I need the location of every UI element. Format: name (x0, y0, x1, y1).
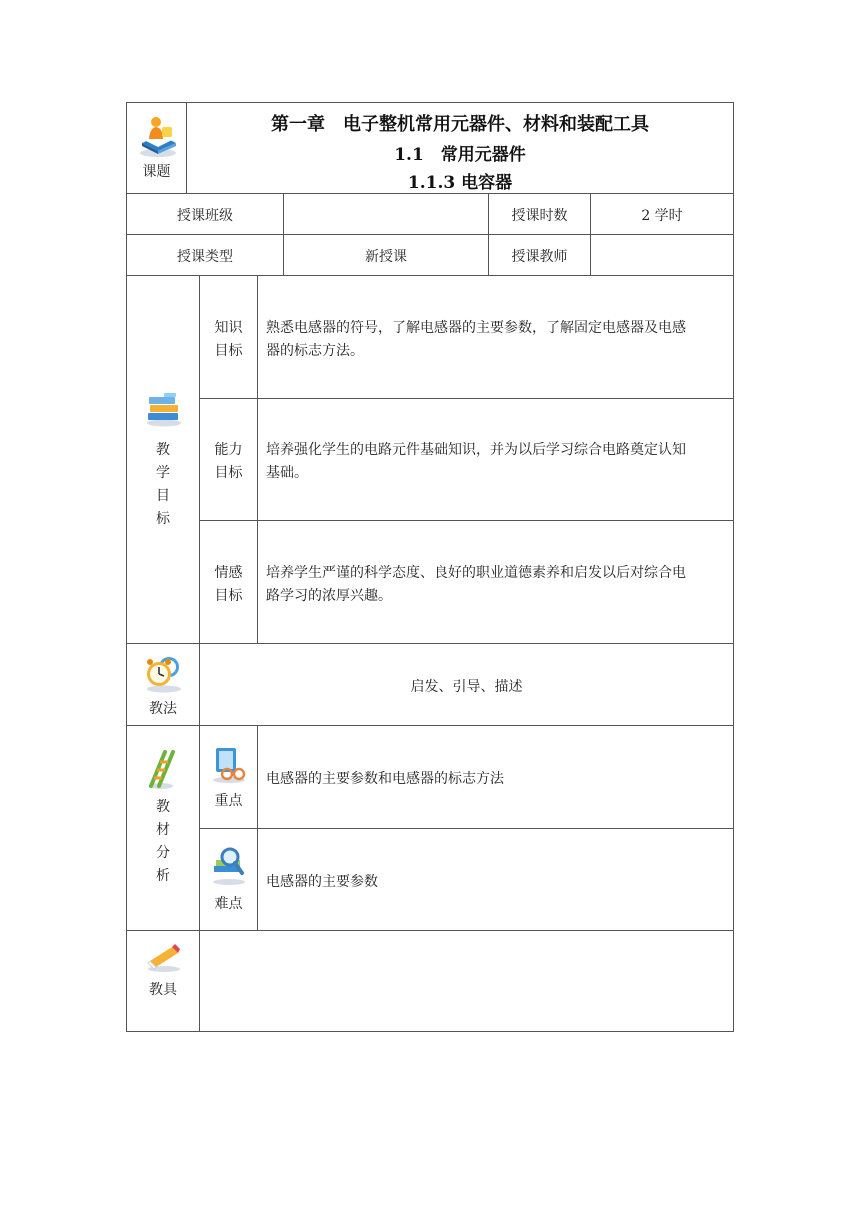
ability-text-line: 基础。 (266, 465, 308, 481)
row-divider (126, 193, 734, 194)
goals-label-char: 标 (156, 511, 170, 527)
ability-text (266, 439, 728, 485)
table-border-left (126, 102, 127, 1032)
magnifier-books-icon (210, 846, 248, 890)
knowledge-text-line: 熟悉电感器的符号，了解电感器的主要参数，了解固定电感器及电感 (266, 320, 686, 336)
row-divider (199, 828, 734, 829)
emotion-label (200, 562, 257, 608)
row-divider (126, 234, 734, 235)
chapter-title: 第一章 电子整机常用元器件、材料和装配工具 (271, 114, 649, 135)
ability-text-line: 培养强化学生的电路元件基础知识，并为以后学习综合电路奠定认知 (266, 442, 686, 458)
row-divider (126, 275, 734, 276)
table-border-right (733, 102, 734, 1032)
knowledge-text-line: 器的标志方法。 (266, 343, 364, 359)
teacher-label: 授课教师 (511, 249, 568, 265)
goals-label-char: 教 (156, 442, 170, 458)
ability-label-line: 能力 (214, 442, 243, 458)
section-title: 1.1 常用元器件 (394, 145, 526, 165)
goals-label-char: 目 (156, 488, 170, 504)
hours-label: 授课时数 (511, 208, 568, 224)
emotion-label-line: 目标 (214, 588, 243, 604)
analysis-label-char: 教 (156, 799, 170, 815)
analysis-label-char: 分 (156, 845, 170, 861)
type-value: 新授课 (365, 249, 407, 265)
col-divider (257, 275, 258, 644)
difficult-label: 难点 (214, 896, 243, 912)
knowledge-text (266, 317, 728, 363)
analysis-label-char: 析 (156, 868, 170, 884)
key-label: 重点 (214, 793, 243, 809)
emotion-text-line: 路学习的浓厚兴趣。 (266, 588, 392, 604)
table-border-top (126, 102, 734, 103)
goals-label-char: 学 (156, 465, 170, 481)
row-divider (126, 725, 734, 726)
difficult-text: 电感器的主要参数 (266, 874, 378, 890)
subsection-title: 1.1.3 电容器 (407, 173, 513, 193)
emotion-label-line: 情感 (214, 565, 243, 581)
emotion-text-line: 培养学生严谨的科学态度、良好的职业道德素养和启发以后对综合电 (266, 565, 686, 581)
col-divider (257, 725, 258, 931)
books-icon (144, 391, 184, 431)
table-border-bottom (126, 1031, 734, 1032)
key-text: 电感器的主要参数和电感器的标志方法 (266, 771, 504, 787)
hours-value: 2 学时 (641, 208, 683, 224)
topic-label: 课题 (142, 164, 171, 180)
method-text: 启发、引导、描述 (410, 679, 523, 695)
chalk-icon (144, 939, 184, 977)
knowledge-label-line: 目标 (214, 343, 243, 359)
ladder-icon (147, 748, 177, 794)
row-divider (199, 398, 734, 399)
person-book-icon (138, 113, 178, 163)
type-label: 授课类型 (177, 249, 233, 265)
row-divider (126, 930, 734, 931)
row-divider (126, 643, 734, 644)
emotion-text (266, 562, 728, 608)
tools-label: 教具 (149, 982, 177, 998)
col-divider (199, 275, 200, 1032)
alarm-clock-icon (143, 653, 185, 697)
ability-label (200, 439, 257, 485)
reading-glasses-icon (210, 744, 248, 788)
row-divider (199, 520, 734, 521)
analysis-label-char: 材 (156, 822, 170, 838)
class-label: 授课班级 (177, 208, 233, 224)
knowledge-label (200, 317, 257, 363)
ability-label-line: 目标 (214, 465, 243, 481)
knowledge-label-line: 知识 (214, 320, 243, 336)
method-label: 教法 (149, 701, 177, 717)
